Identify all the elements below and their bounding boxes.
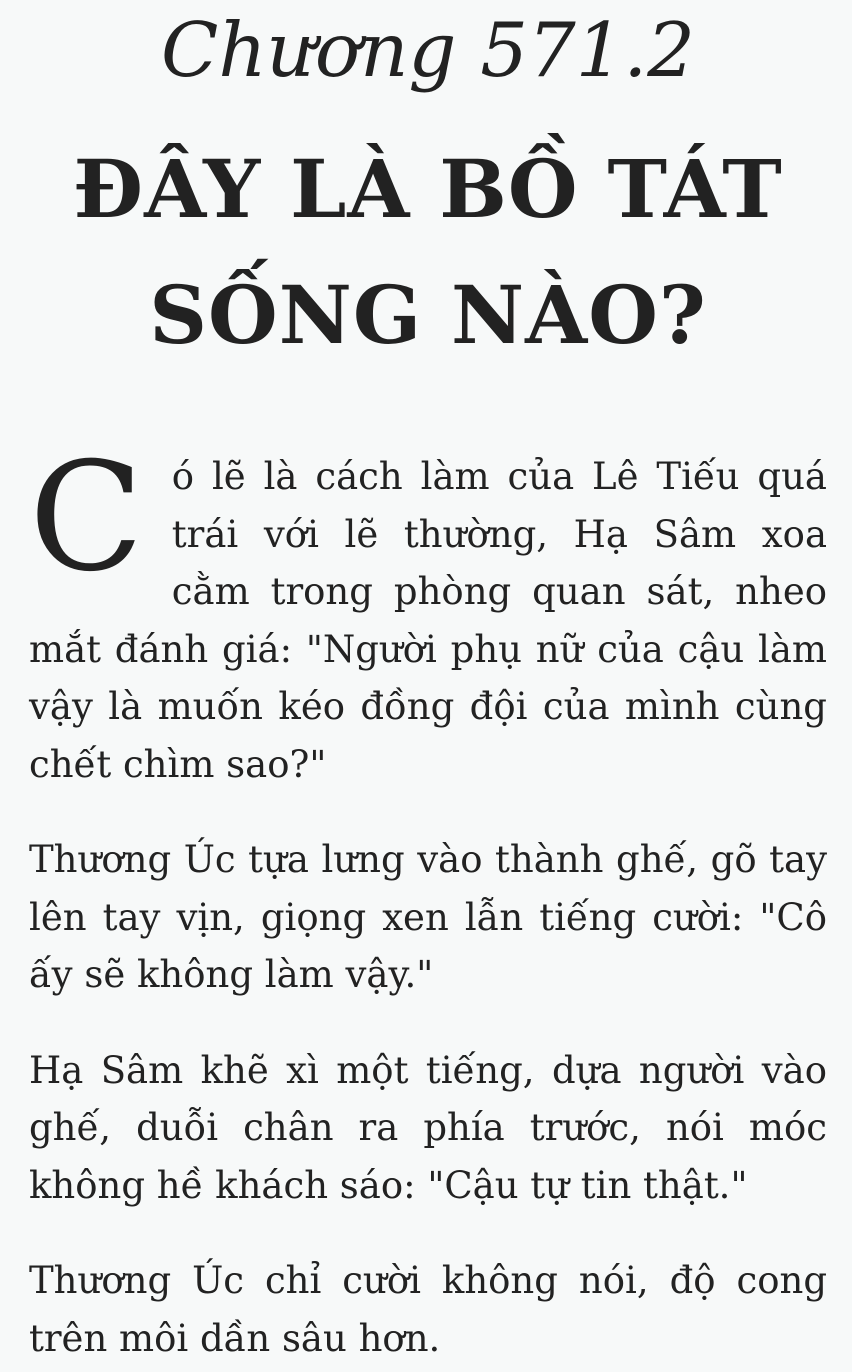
chapter-body [29,431,827,1367]
paragraph: Thương Úc chỉ cười không nói, độ cong trên môi dần sâu hơn. [29,1259,827,1360]
chapter-title: ĐÂY LÀ BỒ TÁT SỐNG NÀO? [73,142,783,362]
paragraph-text: ó lẽ là cách làm của Lê Tiếu quá trái với lẽ thường, Hạ Sâm xoa cằm trong phòng quan sát, nheo mắt đánh giá: "Người phụ nữ của cậu làm vậy là muốn kéo đồng đội của mình cùng chết chìm sao?" [29,455,827,786]
paragraph [29,431,827,793]
chapter-number: Chương 571.2 [160,6,695,94]
paragraph: Hạ Sâm khẽ xì một tiếng, dựa người vào ghế, duỗi chân ra phía trước, nói móc không hề khách sáo: "Cậu tự tin thật." [29,1048,827,1207]
drop-cap: C [29,431,144,605]
paragraph: Thương Úc tựa lưng vào thành ghế, gõ tay lên tay vịn, giọng xen lẫn tiếng cười: "Cô ấy sẽ không làm vậy." [29,838,827,996]
